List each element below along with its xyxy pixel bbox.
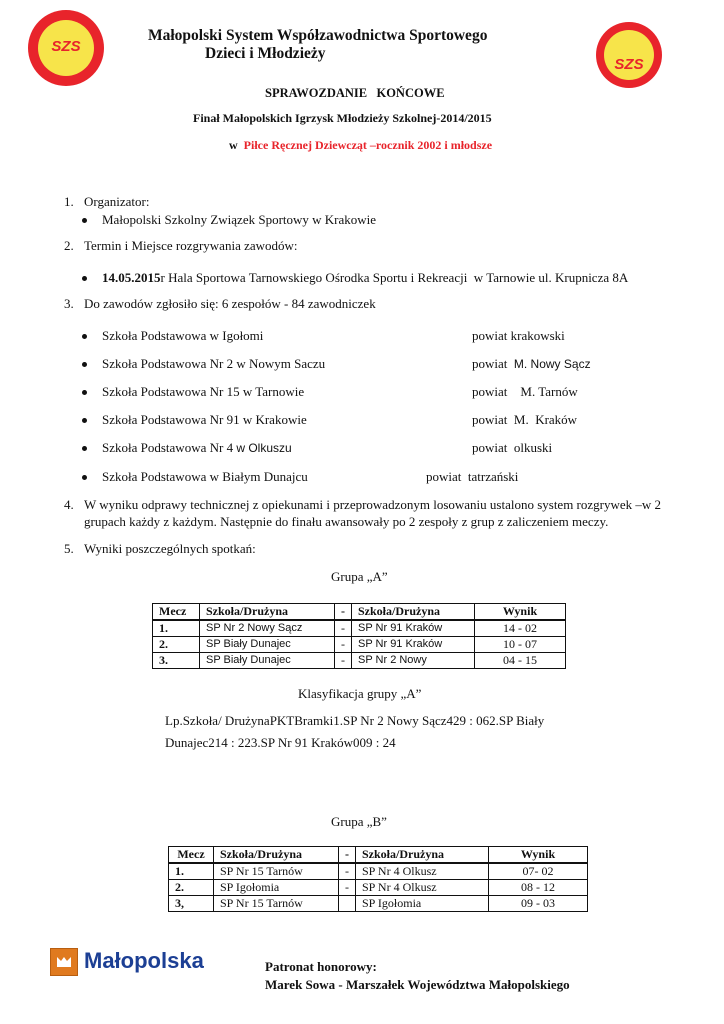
section-3-number: 3.	[64, 296, 74, 311]
bullet-icon	[82, 418, 87, 423]
group-a-table	[152, 603, 566, 669]
header-title-line2: Dzieci i Młodzieży	[205, 45, 326, 62]
header-cell: Mecz	[169, 847, 214, 864]
match-number: 2.	[153, 637, 200, 653]
group-b-table	[168, 846, 588, 912]
event-date: 14.05.2015	[102, 270, 161, 285]
score: 09 - 03	[489, 896, 588, 912]
section-4-number: 4.	[64, 497, 74, 512]
team-away: SP Nr 91 Kraków	[352, 620, 475, 637]
header-cell: Szkoła/Drużyna	[352, 604, 475, 621]
team-powiat-name: M. Nowy Sącz	[513, 357, 591, 371]
separator: -	[339, 880, 356, 896]
malopolska-logo-icon	[50, 948, 78, 976]
section-1-number: 1.	[64, 194, 74, 209]
team-powiat: powiat M. Kraków	[472, 412, 578, 427]
header-title-line1: Małopolski System Współzawodnictwa Sportowego	[148, 27, 488, 44]
score: 07- 02	[489, 863, 588, 880]
header-cell: -	[335, 604, 352, 621]
patronage-label: Patronat honorowy:	[265, 959, 377, 974]
team-powiat: powiat M. Tarnów	[472, 384, 578, 399]
team-home: SP Igołomia	[214, 880, 339, 896]
section-1-title: Organizator:	[84, 194, 150, 209]
team-away: SP Igołomia	[356, 896, 489, 912]
szs-logo-right	[596, 22, 662, 88]
header-cell: -	[339, 847, 356, 864]
bullet-icon	[82, 390, 87, 395]
bullet-icon	[82, 446, 87, 451]
section-2-title: Termin i Miejsce rozgrywania zawodów:	[84, 238, 298, 253]
team-school: Szkoła Podstawowa w Białym Dunajcu	[102, 469, 308, 484]
patron-name: Marek Sowa - Marszałek Województwa Małopolskiego	[265, 977, 570, 992]
header-cell: Wynik	[489, 847, 588, 864]
match-number: 3,	[169, 896, 214, 912]
table-row	[153, 637, 566, 653]
match-number: 1.	[169, 863, 214, 880]
section-3-title: Do zawodów zgłosiło się: 6 zespołów - 84 zawodniczek	[84, 296, 376, 311]
table-row	[169, 896, 588, 912]
header-cell: Szkoła/Drużyna	[200, 604, 335, 621]
bullet-icon	[82, 362, 87, 367]
team-powiat-prefix: powiat	[472, 356, 511, 371]
table-row	[153, 620, 566, 637]
malopolska-brand: Małopolska	[84, 948, 204, 973]
section-4-line1: W wyniku odprawy technicznej z opiekunami i przeprowadzonym losowaniu ustalono system rozgrywek –w 2	[84, 497, 662, 512]
section-5-title: Wyniki poszczególnych spotkań:	[84, 541, 256, 556]
table-row	[153, 653, 566, 669]
team-home: SP Biały Dunajec	[200, 637, 335, 653]
team-home: SP Biały Dunajec	[200, 653, 335, 669]
bullet-icon	[82, 276, 87, 281]
header-cell: Szkoła/Drużyna	[214, 847, 339, 864]
team-powiat: powiat olkuski	[472, 440, 553, 455]
table-header-row	[153, 604, 566, 621]
event-place: r Hala Sportowa Tarnowskiego Ośrodka Sportu i Rekreacji w Tarnowie ul. Krupnicza 8A	[160, 270, 629, 285]
score: 08 - 12	[489, 880, 588, 896]
table-header-row	[169, 847, 588, 864]
score: 10 - 07	[475, 637, 566, 653]
header-cell: Wynik	[475, 604, 566, 621]
team-school-prefix: Szkoła Podstawowa Nr 4	[102, 440, 237, 455]
header-cell: Mecz	[153, 604, 200, 621]
separator: -	[335, 653, 352, 669]
group-a-classification-line1: Lp.Szkoła/ DrużynaPKTBramki1.SP Nr 2 Nowy Sącz429 : 062.SP Biały	[165, 713, 545, 728]
discipline-name: Piłce Ręcznej Dziewcząt –rocznik 2002 i młodsze	[243, 138, 493, 152]
group-a-classification-line2: Dunajec214 : 223.SP Nr 91 Kraków009 : 24	[165, 735, 396, 750]
team-school: Szkoła Podstawowa Nr 15 w Tarnowie	[102, 384, 305, 399]
team-school: Szkoła Podstawowa w Igołomi	[102, 328, 264, 343]
section-2-number: 2.	[64, 238, 74, 253]
team-away: SP Nr 4 Olkusz	[356, 880, 489, 896]
table-row	[169, 863, 588, 880]
malopolska-crest-icon	[51, 949, 77, 975]
team-school	[102, 440, 292, 456]
team-away: SP Nr 91 Kraków	[352, 637, 475, 653]
szs-logo-left	[28, 10, 104, 86]
team-powiat	[472, 356, 591, 372]
team-home: SP Nr 2 Nowy Sącz	[200, 620, 335, 637]
team-home: SP Nr 15 Tarnów	[214, 896, 339, 912]
final-title: Finał Małopolskich Igrzysk Młodzieży Szkolnej-2014/2015	[193, 111, 492, 125]
separator: -	[335, 620, 352, 637]
match-number: 3.	[153, 653, 200, 669]
report-title: SPRAWOZDANIE KOŃCOWE	[265, 86, 445, 100]
team-school: Szkoła Podstawowa Nr 91 w Krakowie	[102, 412, 307, 427]
discipline-line	[229, 138, 492, 153]
separator	[339, 896, 356, 912]
score: 04 - 15	[475, 653, 566, 669]
separator: -	[339, 863, 356, 880]
szs-logo-right-mark: SZS	[614, 56, 644, 73]
separator: -	[335, 637, 352, 653]
group-a-title: Grupa „A”	[331, 569, 388, 584]
team-school: Szkoła Podstawowa Nr 2 w Nowym Saczu	[102, 356, 326, 371]
match-number: 1.	[153, 620, 200, 637]
team-home: SP Nr 15 Tarnów	[214, 863, 339, 880]
event-date-place	[102, 270, 628, 286]
match-number: 2.	[169, 880, 214, 896]
szs-logo-left-mark: SZS	[51, 38, 81, 55]
section-5-number: 5.	[64, 541, 74, 556]
score: 14 - 02	[475, 620, 566, 637]
header-cell: Szkoła/Drużyna	[356, 847, 489, 864]
table-row	[169, 880, 588, 896]
bullet-icon	[82, 218, 87, 223]
team-away: SP Nr 2 Nowy	[352, 653, 475, 669]
group-a-classification-title: Klasyfikacja grupy „A”	[298, 686, 422, 701]
team-school-name: w Olkuszu	[236, 441, 292, 455]
discipline-prefix: w	[229, 138, 238, 152]
group-b-title: Grupa „B”	[331, 814, 387, 829]
organizer: Małopolski Szkolny Związek Sportowy w Krakowie	[102, 212, 377, 227]
bullet-icon	[82, 475, 87, 480]
team-away: SP Nr 4 Olkusz	[356, 863, 489, 880]
section-4-line2: grupach każdy z każdym. Następnie do finału awansowały po 2 zespoły z grup z zaliczeniem meczy.	[84, 514, 609, 529]
team-powiat: powiat tatrzański	[426, 469, 519, 484]
bullet-icon	[82, 334, 87, 339]
team-powiat: powiat krakowski	[472, 328, 565, 343]
